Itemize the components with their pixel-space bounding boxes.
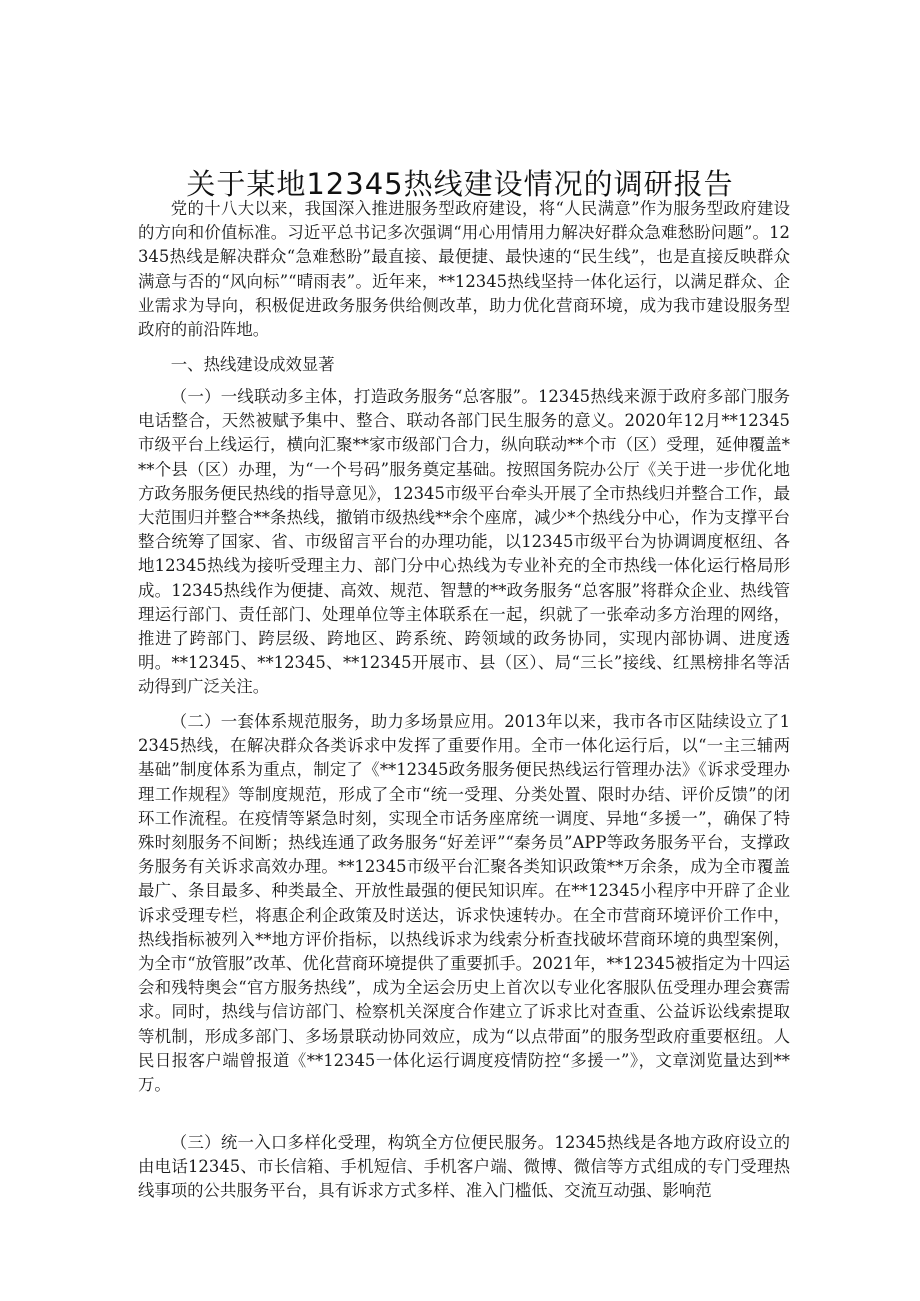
paragraph-three: （三）统一入口多样化受理，构筑全方位便民服务。12345热线是各地方政府设立的由电话12345、市长信箱、手机短信、手机客户端、微博、微信等方式组成的专门受理热线事项的公共服务平台，具有诉求方式多样、准入门槛低、交流互动强、影响范 (138, 1133, 790, 1201)
document-title: 关于某地12345热线建设情况的调研报告 (186, 167, 734, 202)
paragraph-two: （二）一套体系规范服务，助力多场景应用。2013年以来，我市各市区陆续设立了12345热线，在解决群众各类诉求中发挥了重要作用。全市一体化运行后，以“一主三辅两基础”制度体系为重点，制定了《**12345政务服务便民热线运行管理办法》《诉求受理办理工作规程》等制度规范，形成了全市“统一受理、分类处置、限时办结、评价反馈”的闭环工作流程。在疫情等紧急时刻，实现全市话务座席统一调度、异地“多援一”，确保了特殊时刻服务不间断；热线连通了政务服务“好差评”“秦务员”APP等政务服务平台，支撑政务服务有关诉求高效办理。**12345市级平台汇聚各类知识政策**万余条，成为全市覆盖最广、条目最多、种类最全、开放性最强的便民知识库。在**12345小程序中开辟了企业诉求受理专栏，将惠企利企政策及时送达，诉求快速转办。在全市营商环境评价工作中，热线指标被列入**地方评价指标，以热线诉求为线索分析查找破坏营商环境的典型案例，为全市“放管服”改革、优化营商环境提供了重要抓手。2021年，**12345被指定为十四运会和残特奥会“官方服务热线”，成为全运会历史上首次以专业化客服队伍受理办理会赛需求。同时，热线与信访部门、检察机关深度合作建立了诉求比对查重、公益诉讼线索提取等机制，形成多部门、多场景联动协同效应，成为“以点带面”的服务型政府重要枢纽。人民日报客户端曾报道《**12345一体化运行调度疫情防控“多援一”》，文章浏览量达到**万。 (138, 712, 790, 1095)
section-heading: 一、热线建设成效显著 (170, 355, 335, 374)
intro-paragraph: 党的十八大以来，我国深入推进服务型政府建设，将“人民满意”作为服务型政府建设的方向和价值标准。习近平总书记多次强调“用心用情用力解决好群众急难愁盼问题”。12345热线是解决群众“急难愁盼”最直接、最便捷、最快速的“民生线”，也是直接反映群众满意与否的“风向标”“晴雨表”。近年来，**12345热线坚持一体化运行，以满足群众、企业需求为导向，积极促进政务服务供给侧改革，助力优化营商环境，成为我市建设服务型政府的前沿阵地。 (138, 199, 790, 340)
paragraph-one: （一）一线联动多主体，打造政务服务“总客服”。12345热线来源于政府多部门服务电话整合，天然被赋予集中、整合、联动各部门民生服务的意义。2020年12月**12345市级平台上线运行，横向汇聚**家市级部门合力，纵向联动**个市（区）受理，延伸覆盖***个县（区）办理，为“一个号码”服务奠定基础。按照国务院办公厅《关于进一步优化地方政务服务便民热线的指导意见》，12345市级平台牵头开展了全市热线归并整合工作，最大范围归并整合**条热线，撤销市级热线**余个座席，减少*个热线分中心，作为支撑平台整合统筹了国家、省、市级留言平台的办理功能，以12345市级平台为协调调度枢纽、各地12345热线为接听受理主力、部门分中心热线为专业补充的全市热线一体化运行格局形成。12345热线作为便捷、高效、规范、智慧的**政务服务“总客服”将群众企业、热线管理运行部门、责任部门、处理单位等主体联系在一起，织就了一张牵动多方治理的网络，推进了跨部门、跨层级、跨地区、跨系统、跨领域的政务协同，实现内部协调、进度透明。**12345、**12345、**12345开展市、县（区）、局“三长”接线、红黑榜排名等活动得到广泛关注。 (138, 387, 790, 697)
